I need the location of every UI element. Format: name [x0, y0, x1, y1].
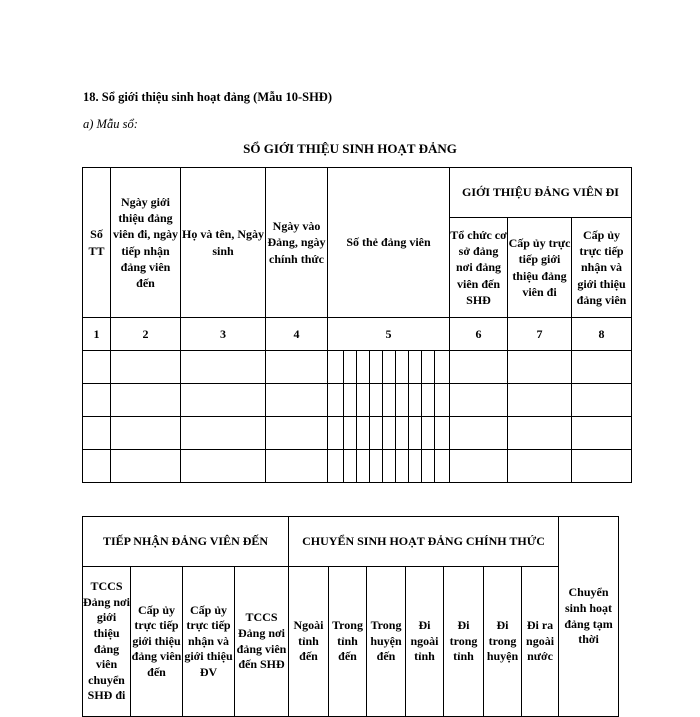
card-digit-cell[interactable] — [383, 417, 396, 450]
col-number-7: 7 — [508, 318, 572, 351]
header-intro-group: GIỚI THIỆU ĐẢNG VIÊN ĐI — [450, 168, 632, 218]
card-digit-cell[interactable] — [344, 417, 357, 450]
card-digit-cell[interactable] — [383, 450, 396, 483]
empty-cell[interactable] — [508, 450, 572, 483]
card-digit-cell[interactable] — [383, 351, 396, 384]
header-receive-group: TIẾP NHẬN ĐẢNG VIÊN ĐẾN — [83, 517, 289, 567]
empty-cell[interactable] — [572, 450, 632, 483]
empty-cell[interactable] — [572, 351, 632, 384]
col-number-6: 6 — [450, 318, 508, 351]
col-number-2: 2 — [111, 318, 181, 351]
empty-cell[interactable] — [181, 450, 266, 483]
card-digit-cell[interactable] — [383, 384, 396, 417]
card-digit-cell[interactable] — [370, 351, 383, 384]
header-go-abroad: Đi ra ngoài nước — [522, 567, 559, 717]
col-number-1: 1 — [83, 318, 111, 351]
header-level-receive: Cấp ủy trực tiếp nhận và giới thiệu đảng viên — [572, 218, 632, 318]
empty-cell[interactable] — [450, 417, 508, 450]
card-digit-cell[interactable] — [422, 417, 435, 450]
table-row — [83, 351, 632, 384]
introduction-table — [82, 167, 632, 483]
header-card-number: Số thẻ đảng viên — [328, 168, 450, 318]
empty-cell[interactable] — [508, 384, 572, 417]
empty-cell[interactable] — [450, 450, 508, 483]
header-transfer-group: CHUYỂN SINH HOẠT ĐẢNG CHÍNH THỨC — [289, 517, 559, 567]
header-temp-transfer: Chuyển sinh hoạt đảng tạm thời — [559, 517, 619, 717]
card-digit-cell[interactable] — [435, 417, 450, 450]
col-number-8: 8 — [572, 318, 632, 351]
header-level-intro-2: Cấp ủy trực tiếp nhận và giới thiệu ĐV — [183, 567, 235, 717]
card-digit-cell[interactable] — [396, 351, 409, 384]
card-digit-cell[interactable] — [328, 351, 344, 384]
empty-cell[interactable] — [83, 351, 111, 384]
header-level-intro: Cấp ủy trực tiếp giới thiệu đảng viên đi — [508, 218, 572, 318]
header-go-in-district: Đi trong huyện — [484, 567, 522, 717]
empty-cell[interactable] — [572, 417, 632, 450]
card-digit-cell[interactable] — [357, 450, 370, 483]
card-digit-cell[interactable] — [344, 351, 357, 384]
card-digit-cell[interactable] — [328, 450, 344, 483]
empty-cell[interactable] — [111, 384, 181, 417]
header-go-in-province: Đi trong tỉnh — [444, 567, 484, 717]
section-heading: 18. Sổ giới thiệu sinh hoạt đảng (Mẫu 10-SHĐ) — [83, 90, 332, 104]
empty-cell[interactable] — [83, 384, 111, 417]
col-number-4: 4 — [266, 318, 328, 351]
card-digit-cell[interactable] — [422, 351, 435, 384]
card-digit-cell[interactable] — [344, 384, 357, 417]
header-org-arrive: Tổ chức cơ sở đảng nơi đảng viên đến SHĐ — [450, 218, 508, 318]
card-digit-cell[interactable] — [370, 417, 383, 450]
header-in-province: Trong tỉnh đến — [329, 567, 367, 717]
card-digit-cell[interactable] — [422, 384, 435, 417]
empty-cell[interactable] — [450, 384, 508, 417]
empty-cell[interactable] — [181, 384, 266, 417]
card-digit-cell[interactable] — [409, 384, 422, 417]
card-digit-cell[interactable] — [344, 450, 357, 483]
card-digit-cell[interactable] — [370, 384, 383, 417]
empty-cell[interactable] — [266, 351, 328, 384]
header-name: Họ và tên, Ngày sinh — [181, 168, 266, 318]
card-digit-cell[interactable] — [328, 417, 344, 450]
card-digit-cell[interactable] — [435, 351, 450, 384]
header-in-district: Trong huyện đến — [367, 567, 406, 717]
table-row — [83, 450, 632, 483]
card-digit-cell[interactable] — [357, 351, 370, 384]
header-tccs-arrive: TCCS Đảng nơi đảng viên đến SHĐ — [235, 567, 289, 717]
card-digit-cell[interactable] — [422, 450, 435, 483]
sample-label: a) Mẫu sổ: — [83, 117, 138, 131]
card-digit-cell[interactable] — [396, 384, 409, 417]
card-digit-cell[interactable] — [357, 384, 370, 417]
empty-cell[interactable] — [83, 417, 111, 450]
card-digit-cell[interactable] — [409, 450, 422, 483]
card-digit-cell[interactable] — [357, 417, 370, 450]
empty-cell[interactable] — [111, 351, 181, 384]
empty-cell[interactable] — [508, 351, 572, 384]
empty-cell[interactable] — [572, 384, 632, 417]
header-tccs-transfer: TCCS Đảng nơi giới thiệu đảng viên chuyển SHĐ đi — [83, 567, 131, 717]
empty-cell[interactable] — [266, 417, 328, 450]
empty-cell[interactable] — [83, 450, 111, 483]
col-number-5: 5 — [328, 318, 450, 351]
card-digit-cell[interactable] — [435, 384, 450, 417]
header-go-out-province: Đi ngoài tỉnh — [406, 567, 444, 717]
book-title: SỔ GIỚI THIỆU SINH HOẠT ĐẢNG — [243, 141, 457, 156]
header-stt: Số TT — [83, 168, 111, 318]
card-digit-cell[interactable] — [370, 450, 383, 483]
empty-cell[interactable] — [508, 417, 572, 450]
card-digit-cell[interactable] — [396, 417, 409, 450]
header-dates: Ngày giới thiệu đảng viên đi, ngày tiếp nhận đảng viên đến — [111, 168, 181, 318]
table-row — [83, 417, 632, 450]
header-out-province: Ngoài tỉnh đến — [289, 567, 329, 717]
table-row — [83, 384, 632, 417]
receive-transfer-table — [82, 516, 619, 717]
col-number-3: 3 — [181, 318, 266, 351]
empty-cell[interactable] — [266, 384, 328, 417]
header-level-receive-2: Cấp ủy trực tiếp giới thiệu đảng viên đến — [131, 567, 183, 717]
card-digit-cell[interactable] — [396, 450, 409, 483]
card-digit-cell[interactable] — [409, 417, 422, 450]
empty-cell[interactable] — [450, 351, 508, 384]
card-digit-cell[interactable] — [435, 450, 450, 483]
empty-cell[interactable] — [181, 351, 266, 384]
card-digit-cell[interactable] — [328, 384, 344, 417]
header-join-date: Ngày vào Đảng, ngày chính thức — [266, 168, 328, 318]
empty-cell[interactable] — [111, 450, 181, 483]
empty-cell[interactable] — [181, 417, 266, 450]
empty-cell[interactable] — [266, 450, 328, 483]
card-digit-cell[interactable] — [409, 351, 422, 384]
empty-cell[interactable] — [111, 417, 181, 450]
